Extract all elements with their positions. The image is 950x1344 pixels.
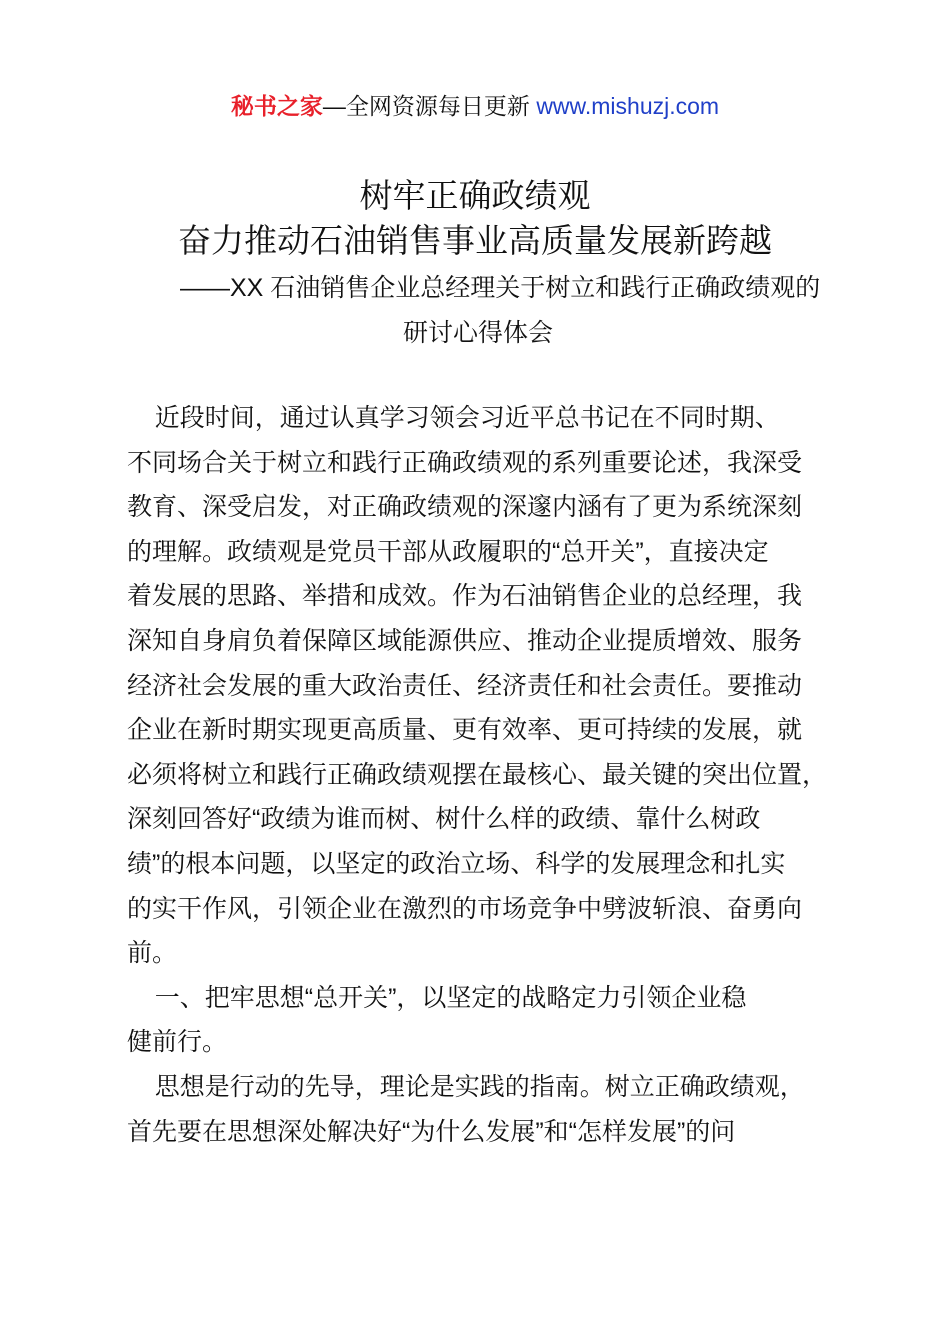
body-text-line: 近段时间，通过认真学习领会习近平总书记在不同时期、 (127, 404, 780, 432)
body-text-line: 前。 (127, 939, 178, 968)
body-text-line: 健前行。 (127, 1028, 228, 1057)
body-text-line: 深刻回答好“政绩为谁而树、树什么样的政绩、靠什么树政 (127, 805, 761, 834)
document-subtitle-line-2: 研讨心得体会 (403, 319, 554, 347)
body-text-line: 企业在新时期实现更高质量、更有效率、更可持续的发展，就 (127, 716, 803, 745)
body-text-line: 一、把牢思想“总开关”，以坚定的战略定力引领企业稳 (127, 983, 747, 1012)
document-title-line-2: 奋力推动石油销售事业高质量发展新跨越 (178, 222, 772, 259)
site-url-link[interactable]: www.mishuzj.com (536, 93, 720, 119)
site-header (0, 88, 950, 121)
site-brand: 秘书之家 (230, 93, 323, 119)
body-text-line: 的理解。政绩观是党员干部从政履职的“总开关”，直接决定 (127, 537, 769, 566)
body-text-line: 绩”的根本问题，以坚定的政治立场、科学的发展理念和扎实 (127, 850, 786, 878)
body-text-line: 着发展的思路、举措和成效。作为石油销售企业的总经理，我 (127, 582, 803, 611)
body-text-line: 首先要在思想深处解决好“为什么发展”和“怎样发展”的问 (127, 1117, 736, 1146)
body-text-line: 思想是行动的先导，理论是实践的指南。树立正确政绩观， (127, 1073, 805, 1101)
body-text-line: 深知自身肩负着保障区域能源供应、推动企业提质增效、服务 (127, 627, 803, 655)
document-subtitle-line-1: ——XX 石油销售企业总经理关于树立和践行正确政绩观的 (180, 274, 821, 302)
body-text-line: 的实干作风，引领企业在激烈的市场竞争中劈波斩浪、奋勇向 (127, 894, 803, 923)
site-slogan: —全网资源每日更新 (322, 93, 537, 119)
body-text-line: 必须将树立和践行正确政绩观摆在最核心、最关键的突出位置， (127, 760, 828, 789)
body-text-line: 教育、深受启发，对正确政绩观的深邃内涵有了更为系统深刻 (127, 493, 803, 522)
document-title-line-1: 树牢正确政绩观 (359, 177, 591, 214)
body-text-line: 不同场合关于树立和践行正确政绩观的系列重要论述，我深受 (127, 448, 803, 477)
body-text-line: 经济社会发展的重大政治责任、经济责任和社会责任。要推动 (127, 671, 803, 700)
